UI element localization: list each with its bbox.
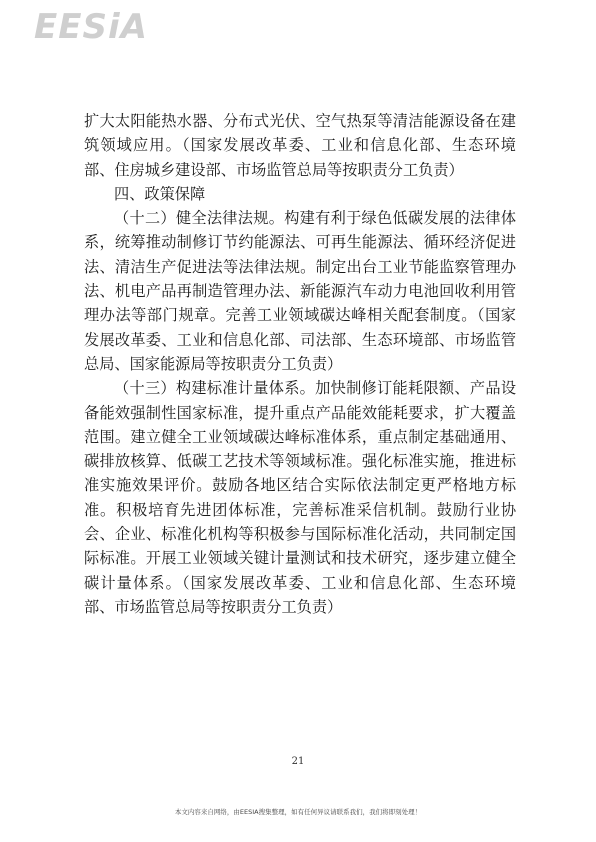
section-heading: 四、政策保障 <box>114 184 206 203</box>
paragraph-12: （十二）健全法律法规。构建有利于绿色低碳发展的法律体系，统筹推动制修订节约能源法、可再生能源法、循环经济促进法、清洁生产促进法等法律法规。制定出台工业节能监察管理办法、机电产品再制造管理办法、新能源汽车动力电池回收利用管理办法等部门规章。完善工业领域碳达峰相关配套制度。（国家发展改革委、工业和信息化部、司法部、生态环境部、市场监管总局、国家能源局等按职责分工负责） <box>84 209 516 373</box>
page-number: 21 <box>291 756 305 767</box>
document-body <box>84 109 516 619</box>
eesia-logo: EESiA <box>34 7 148 47</box>
paragraph-13: （十三）构建标准计量体系。加快制修订能耗限额、产品设备能效强制性国家标准，提升重点产品能效能耗要求，扩大覆盖范围。建立健全工业领域碳达峰标准体系，重点制定基础通用、碳排放核算、低碳工艺技术等领域标准。强化标准实施，推进标准实施效果评价。鼓励各地区结合实际依法制定更严格地方标准。积极培育先进团体标准，完善标准采信机制。鼓励行业协会、企业、标准化机构等积极参与国际标准化活动，共同制定国际标准。开展工业领域关键计量测试和技术研究，逐步建立健全碳计量体系。（国家发展改革委、工业和信息化部、生态环境部、市场监管总局等按职责分工负责） <box>84 379 516 616</box>
paragraph-continued: 扩大太阳能热水器、分布式光伏、空气热泵等清洁能源设备在建筑领域应用。（国家发展改革委、工业和信息化部、生态环境部、住房城乡建设部、市场监管总局等按职责分工负责） <box>84 112 516 179</box>
footer-note: 本文内容来自网络，由EESIA搜集整理，如有任何异议请联系我们，我们将即刻处理！ <box>174 808 422 816</box>
